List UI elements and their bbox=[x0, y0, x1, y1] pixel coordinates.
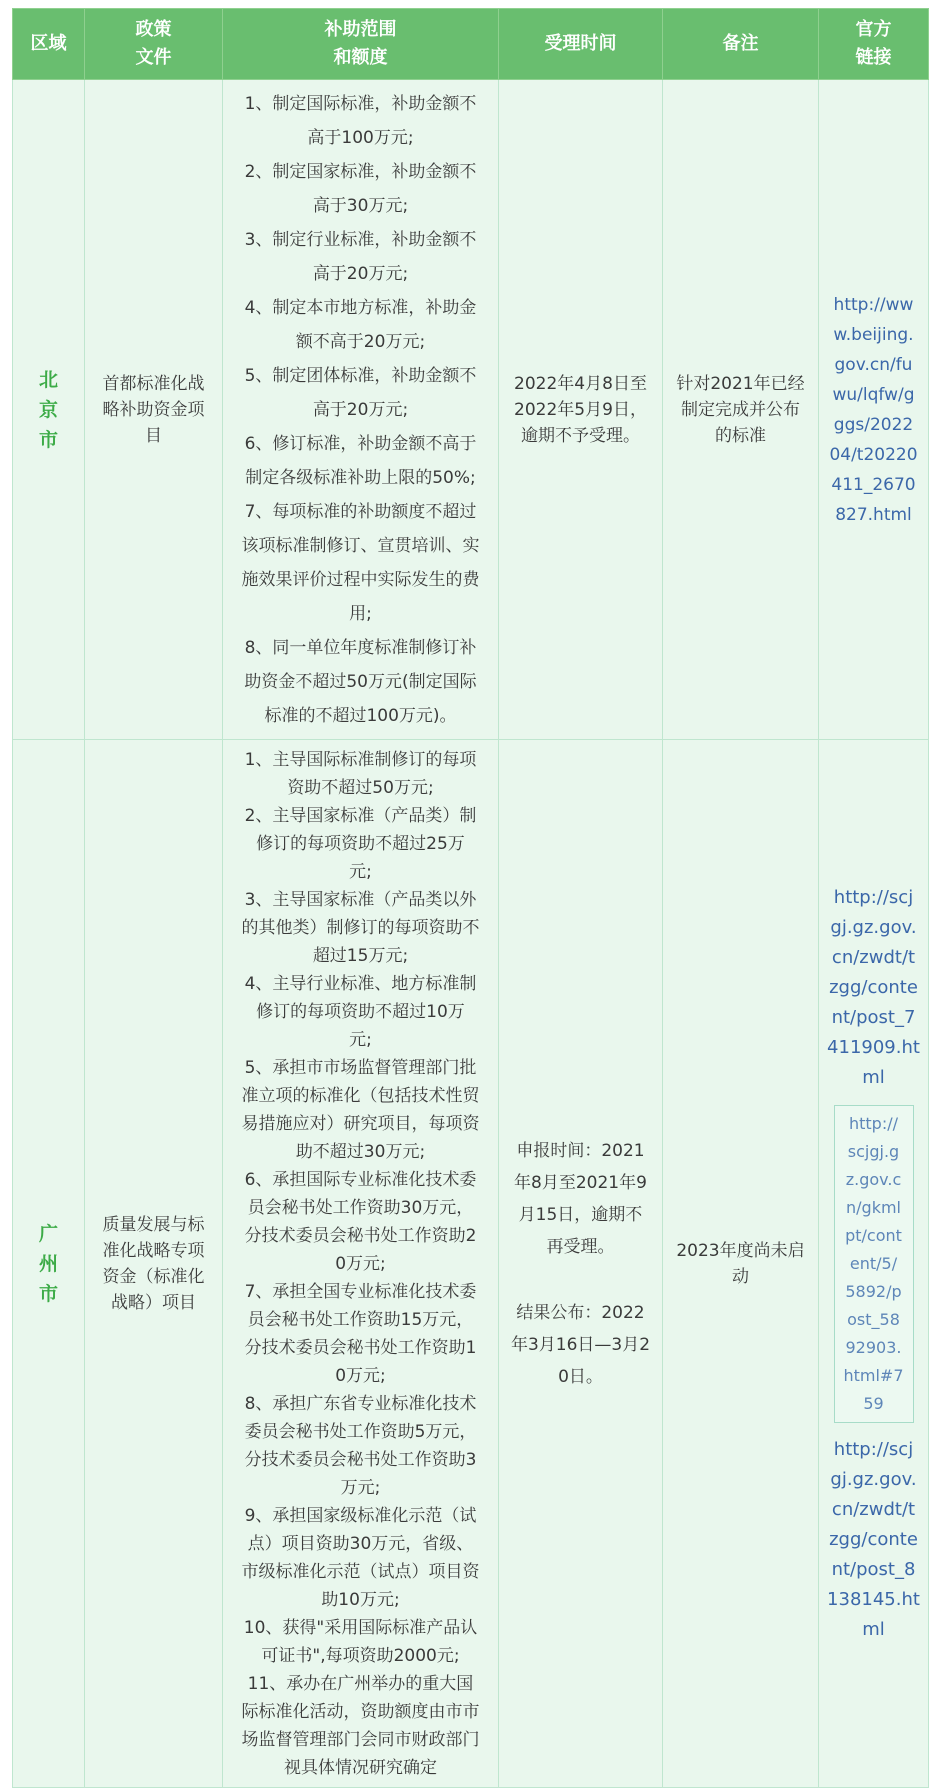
official-link-guangzhou-1[interactable]: http://scj gj.gz.gov. cn/zwdt/t zgg/conte nt/post_7 411909.ht ml bbox=[827, 886, 920, 1088]
scope-line: 高于20万元; bbox=[312, 399, 409, 420]
scope-line: 11、承办在广州举办的重大国 bbox=[247, 1673, 474, 1694]
scope-line: 施效果评价过程中实际发生的费 bbox=[241, 569, 480, 590]
scope-line: 高于30万元; bbox=[312, 195, 409, 216]
scope-line: 6、修订标准，补助金额不高于 bbox=[244, 433, 477, 454]
official-link-beijing[interactable]: http://ww w.beijing. gov.cn/fu wu/lqfw/g ggs/2022 04/t20220 411_2670 827.html bbox=[819, 80, 929, 740]
scope-line: 员会秘书处工作资助30万元， bbox=[247, 1197, 474, 1218]
scope-line: 助不超过30万元; bbox=[295, 1141, 426, 1162]
scope-line: 准立项的标准化（包括技术性贸 bbox=[241, 1085, 480, 1106]
time-guangzhou: 申报时间：2021 年8月至2021年9 月15日，逾期不 再受理。 结果公布：2022 年3月16日—3月2 0日。 bbox=[499, 740, 663, 1788]
scope-line: 3、主导国家标准（产品类以外 bbox=[244, 889, 477, 910]
scope-line: 际标准化活动，资助额度由市市 bbox=[241, 1701, 480, 1722]
subsidy-table bbox=[12, 8, 929, 1788]
scope-line: 3、制定行业标准，补助金额不 bbox=[244, 229, 477, 250]
scope-line: 分技术委员会秘书处工作资助2 bbox=[244, 1225, 477, 1246]
scope-guangzhou bbox=[223, 740, 499, 1788]
scope-line: 的其他类）制修订的每项资助不 bbox=[241, 917, 480, 938]
region-guangzhou: 广 州 市 bbox=[13, 740, 85, 1788]
scope-line: 6、承担国际专业标准化技术委 bbox=[244, 1169, 477, 1190]
scope-line: 10、获得"采用国际标准产品认 bbox=[243, 1617, 478, 1638]
scope-line: 分技术委员会秘书处工作资助1 bbox=[244, 1337, 477, 1358]
scope-line: 高于20万元; bbox=[312, 263, 409, 284]
header-scope: 补助范围 和额度 bbox=[223, 9, 499, 80]
header-remark: 备注 bbox=[663, 9, 819, 80]
scope-line: 元; bbox=[349, 1029, 372, 1050]
scope-line: 4、主导行业标准、地方标准制 bbox=[244, 973, 477, 994]
scope-line: 5、承担市市场监督管理部门批 bbox=[244, 1057, 477, 1078]
header-row bbox=[13, 9, 929, 80]
scope-line: 标准的不超过100万元)。 bbox=[264, 705, 457, 726]
scope-line: 员会秘书处工作资助15万元， bbox=[247, 1309, 474, 1330]
scope-line: 2、制定国家标准，补助金额不 bbox=[244, 161, 477, 182]
table-row-beijing bbox=[13, 80, 929, 740]
scope-line: 修订的每项资助不超过25万 bbox=[256, 833, 465, 854]
header-region: 区域 bbox=[13, 9, 85, 80]
scope-line: 8、承担广东省专业标准化技术 bbox=[244, 1393, 477, 1414]
scope-line: 易措施应对）研究项目，每项资 bbox=[241, 1113, 480, 1134]
scope-line: 场监督管理部门会同市财政部门 bbox=[241, 1729, 480, 1750]
scope-line: 市级标准化示范（试点）项目资 bbox=[241, 1561, 480, 1582]
remark-beijing: 针对2021年已经 制定完成并公布 的标准 bbox=[663, 80, 819, 740]
scope-line: 1、制定国际标准，补助金额不 bbox=[244, 93, 477, 114]
scope-line: 7、承担全国专业标准化技术委 bbox=[244, 1281, 477, 1302]
official-links-guangzhou bbox=[819, 740, 929, 1788]
remark-guangzhou: 2023年度尚未启 动 bbox=[663, 740, 819, 1788]
scope-line: 8、同一单位年度标准制修订补 bbox=[244, 637, 477, 658]
scope-line: 元; bbox=[349, 861, 372, 882]
scope-line: 万元; bbox=[340, 1477, 381, 1498]
scope-line: 制定各级标准补助上限的50%; bbox=[245, 467, 476, 488]
region-beijing: 北 京 市 bbox=[13, 80, 85, 740]
scope-line: 可证书",每项资助2000元; bbox=[261, 1645, 460, 1666]
policy-beijing: 首都标准化战 略补助资金项 目 bbox=[85, 80, 223, 740]
policy-guangzhou: 质量发展与标 准化战略专项 资金（标准化 战略）项目 bbox=[85, 740, 223, 1788]
scope-line: 0万元; bbox=[335, 1253, 386, 1274]
scope-line: 资助不超过50万元; bbox=[287, 777, 434, 798]
time-beijing: 2022年4月8日至 2022年5月9日， 逾期不予受理。 bbox=[499, 80, 663, 740]
scope-line: 4、制定本市地方标准，补助金 bbox=[244, 297, 477, 318]
scope-line: 超过15万元; bbox=[312, 945, 409, 966]
scope-line: 额不高于20万元; bbox=[295, 331, 426, 352]
scope-line: 分技术委员会秘书处工作资助3 bbox=[244, 1449, 477, 1470]
scope-line: 修订的每项资助不超过10万 bbox=[256, 1001, 465, 1022]
header-link: 官方 链接 bbox=[819, 9, 929, 80]
scope-line: 7、每项标准的补助额度不超过 bbox=[244, 501, 477, 522]
header-policy: 政策 文件 bbox=[85, 9, 223, 80]
official-link-guangzhou-2[interactable]: http:// scjgj.g z.gov.c n/gkml pt/cont ent/5/ 5892/p ost_58 92903. html#7 59 bbox=[834, 1105, 914, 1423]
official-link-guangzhou-3[interactable]: http://scj gj.gz.gov. cn/zwdt/t zgg/conte nt/post_8 138145.ht ml bbox=[827, 1438, 920, 1640]
scope-line: 5、制定团体标准，补助金额不 bbox=[244, 365, 477, 386]
header-time: 受理时间 bbox=[499, 9, 663, 80]
scope-line: 9、承担国家级标准化示范（试 bbox=[244, 1505, 477, 1526]
scope-line: 委员会秘书处工作资助5万元， bbox=[244, 1421, 477, 1442]
scope-line: 0万元; bbox=[335, 1365, 386, 1386]
scope-beijing bbox=[223, 80, 499, 740]
scope-line: 点）项目资助30万元，省级、 bbox=[247, 1533, 474, 1554]
scope-line: 2、主导国家标准（产品类）制 bbox=[244, 805, 477, 826]
table-row-guangzhou bbox=[13, 740, 929, 1788]
scope-line: 高于100万元; bbox=[307, 127, 414, 148]
scope-line: 助资金不超过50万元(制定国际 bbox=[244, 671, 477, 692]
scope-line: 该项标准制修订、宣贯培训、实 bbox=[241, 535, 480, 556]
scope-line: 助10万元; bbox=[321, 1589, 400, 1610]
scope-line: 视具体情况研究确定 bbox=[284, 1757, 437, 1778]
scope-line: 用; bbox=[349, 603, 372, 624]
scope-line: 1、主导国际标准制修订的每项 bbox=[244, 749, 477, 770]
